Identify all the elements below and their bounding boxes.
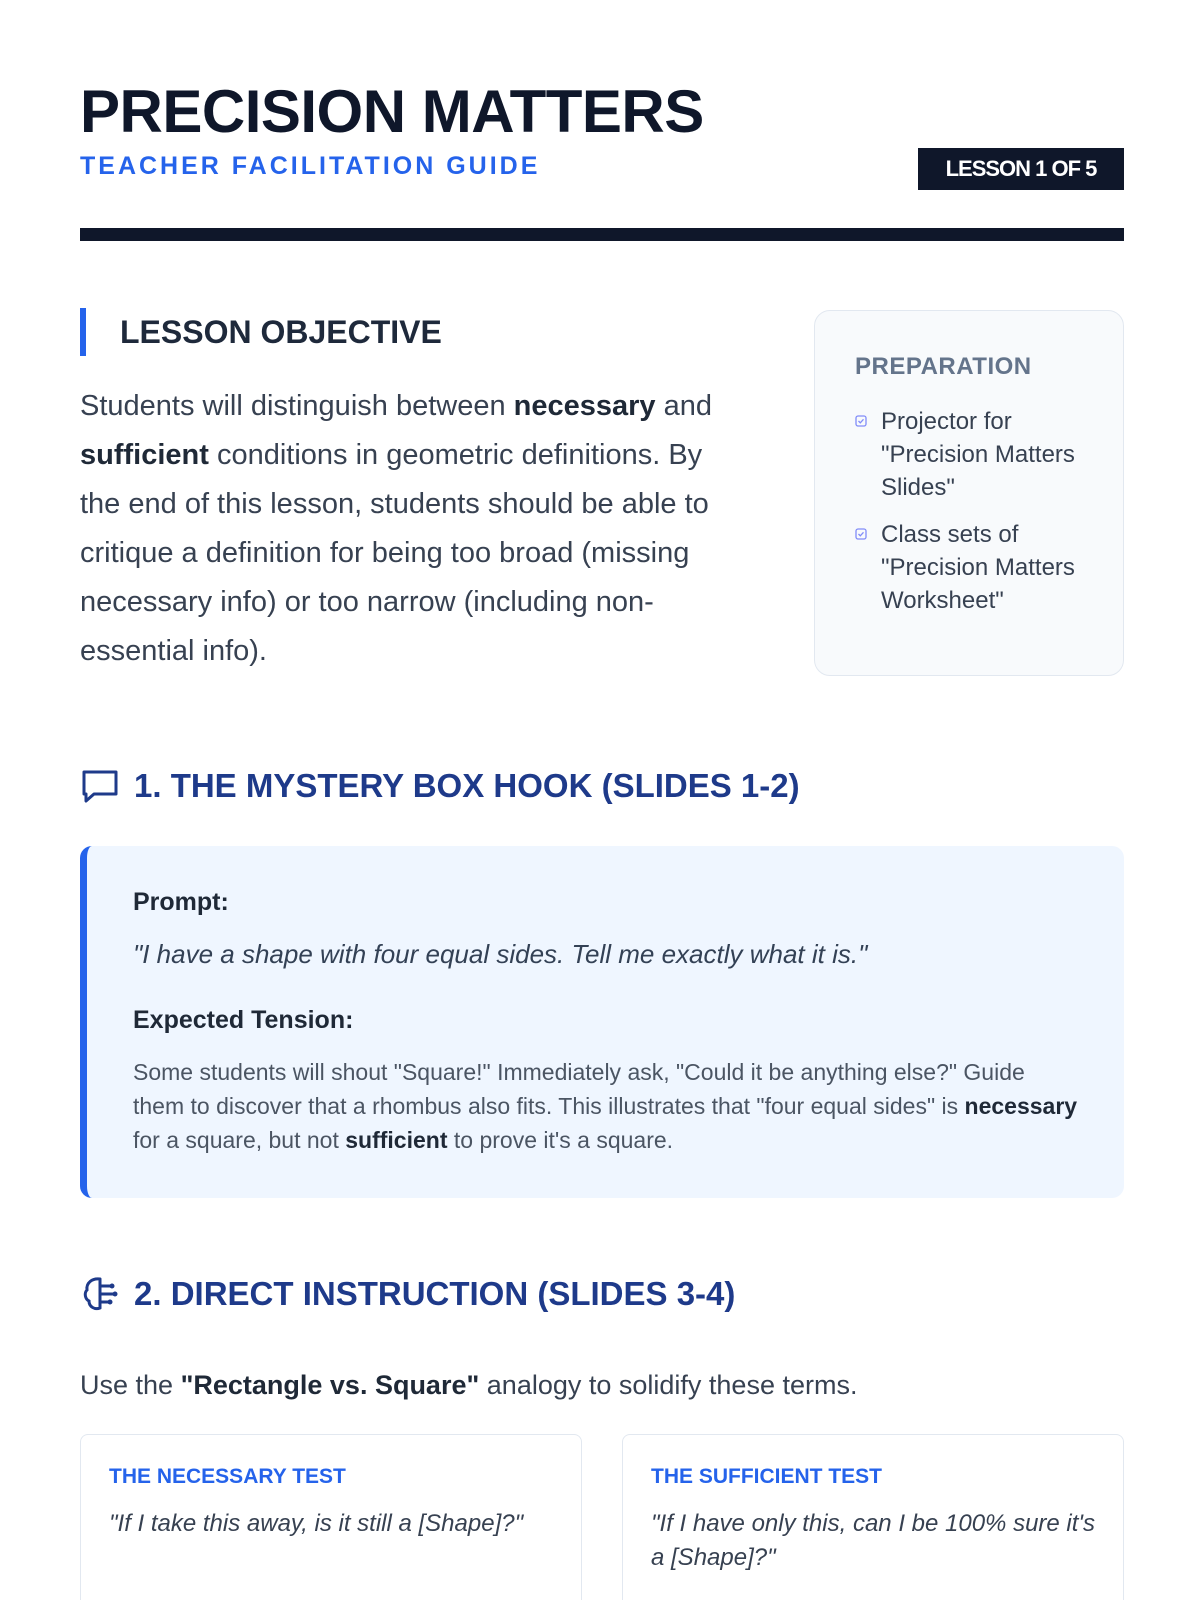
card-quote: "If I have only this, can I be 100% sure it's a [Shape]?" — [651, 1510, 1095, 1571]
card-quote: "If I take this away, is it still a [Shape]?" — [109, 1510, 524, 1537]
checkbox-bullet-icon — [855, 528, 867, 540]
card-title: THE SUFFICIENT TEST — [651, 1465, 882, 1488]
tension-label: Expected Tension: — [133, 1006, 354, 1034]
page-title: PRECISION MATTERS — [80, 78, 704, 145]
prompt-quote: "I have a shape with four equal sides. Tell me exactly what it is." — [133, 939, 868, 969]
hook-callout — [80, 846, 1124, 1198]
term-sufficient: sufficient — [80, 439, 209, 471]
preparation-item: Projector for "Precision Matters Slides" — [855, 405, 1093, 504]
instruction-intro: Use the "Rectangle vs. Square" analogy to solidify these terms. — [80, 1370, 858, 1400]
objective-text: Students will distinguish between necessary and sufficient conditions in geometric definitions. By the end of this lesson, students should be able to critique a definition for being too broad (missing necessary info) or too narrow (including non-essential info). — [80, 390, 712, 667]
necessary-test-card — [80, 1434, 582, 1600]
lesson-badge: LESSON 1 OF 5 — [918, 148, 1124, 190]
preparation-item: Class sets of "Precision Matters Worksheet" — [855, 518, 1093, 617]
section-2-heading: 2. DIRECT INSTRUCTION (SLIDES 3-4) — [80, 1274, 735, 1314]
preparation-panel — [814, 310, 1124, 676]
page-subtitle: TEACHER FACILITATION GUIDE — [80, 152, 541, 180]
checkbox-bullet-icon — [855, 415, 867, 427]
brain-icon — [80, 1274, 120, 1314]
chat-bubble-icon — [80, 766, 120, 806]
term-necessary: necessary — [513, 390, 656, 422]
preparation-title: PREPARATION — [855, 353, 1032, 380]
section-1-heading: 1. THE MYSTERY BOX HOOK (SLIDES 1-2) — [80, 766, 800, 806]
card-title: THE NECESSARY TEST — [109, 1465, 346, 1488]
objective-heading: LESSON OBJECTIVE — [80, 308, 442, 356]
prompt-label: Prompt: — [133, 888, 229, 916]
sufficient-test-card — [622, 1434, 1124, 1600]
header-divider — [80, 228, 1124, 241]
tension-text: Some students will shout "Square!" Immediately ask, "Could it be anything else?" Guide them to discover that a rhombus also fits. This illustrates that "four equal sides" is necessary for a square, but not sufficient to prove it's a square. — [133, 1059, 1078, 1153]
